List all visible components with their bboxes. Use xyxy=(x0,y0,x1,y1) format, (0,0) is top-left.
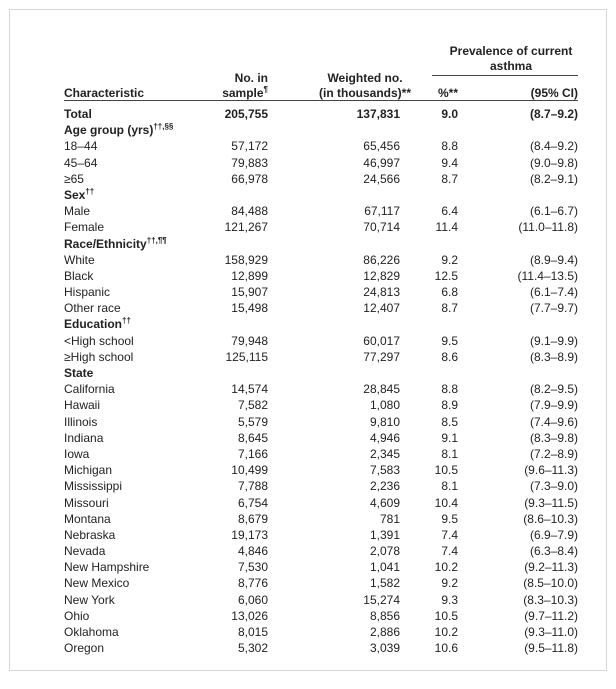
row-percent: 9.4 xyxy=(441,155,458,170)
table-row xyxy=(54,608,588,624)
row-sample: 15,498 xyxy=(231,301,268,316)
row-weighted: 67,117 xyxy=(364,204,400,219)
row-ci: (9.5–11.8) xyxy=(524,641,578,656)
row-percent: 8.6 xyxy=(441,349,458,364)
table-row xyxy=(54,397,588,413)
row-ci: (6.1–7.4) xyxy=(529,285,578,300)
row-sample: 12,899 xyxy=(231,268,268,283)
row-sample: 205,755 xyxy=(224,107,268,121)
row-weighted: 28,845 xyxy=(363,382,400,397)
row-sample: 79,948 xyxy=(231,333,268,348)
section-heading-sex xyxy=(54,187,588,203)
row-label: ≥65 xyxy=(64,171,84,186)
row-label: Nevada xyxy=(64,544,106,559)
section-footnote-mark: †† xyxy=(85,186,95,196)
row-weighted: 9,810 xyxy=(369,414,400,429)
header-weighted-line2: (in thousands)** xyxy=(319,86,411,100)
row-percent: 9.5 xyxy=(441,333,458,348)
row-weighted: 1,041 xyxy=(369,560,400,575)
section-title-text: Age group (yrs) xyxy=(64,123,154,138)
row-ci: (8.3–9.8) xyxy=(529,430,578,445)
row-percent: 9.0 xyxy=(441,107,458,121)
row-ci: (9.7–11.2) xyxy=(524,608,578,623)
header-sample-line1: No. in xyxy=(234,71,268,85)
row-percent: 9.5 xyxy=(441,511,458,526)
row-sample: 10,499 xyxy=(231,463,268,478)
row-ci: (8.5–10.0) xyxy=(523,576,578,591)
table-header xyxy=(54,36,588,100)
row-sample: 125,115 xyxy=(225,349,268,364)
section-title-text: State xyxy=(64,366,94,380)
row-ci: (11.4–13.5) xyxy=(517,268,578,283)
row-label: Oklahoma xyxy=(64,625,119,639)
table-row xyxy=(54,478,588,494)
row-percent: 10.6 xyxy=(434,641,458,656)
header-characteristic: Characteristic xyxy=(64,86,145,100)
row-label: White xyxy=(64,252,95,267)
row-sample: 7,166 xyxy=(237,446,268,461)
row-sample: 15,907 xyxy=(231,285,268,300)
row-sample: 6,754 xyxy=(237,495,268,510)
row-weighted: 24,566 xyxy=(363,171,400,186)
row-weighted: 7,583 xyxy=(369,463,400,478)
row-weighted: 137,831 xyxy=(356,107,400,121)
header-weighted xyxy=(316,71,414,101)
row-label: Hawaii xyxy=(64,398,101,413)
table-row xyxy=(54,575,588,591)
section-title-text: Sex xyxy=(64,187,86,202)
row-percent: 8.7 xyxy=(441,301,458,316)
row-percent: 8.9 xyxy=(441,398,458,413)
row-percent: 10.2 xyxy=(434,560,458,575)
table-row xyxy=(54,495,588,511)
row-weighted: 46,997 xyxy=(363,155,400,170)
row-weighted: 3,039 xyxy=(369,641,400,656)
row-weighted: 8,856 xyxy=(369,608,400,623)
row-sample: 121,267 xyxy=(224,220,268,235)
section-heading-education xyxy=(54,316,588,332)
row-percent: 10.4 xyxy=(434,495,458,510)
row-sample: 7,582 xyxy=(237,398,268,413)
row-ci: (9.3–11.5) xyxy=(524,495,578,510)
header-prevalence: Prevalence of current asthma xyxy=(449,44,573,73)
section-title-text: Race/Ethnicity xyxy=(64,236,147,251)
row-label: 18–44 xyxy=(64,139,98,154)
row-label: Male xyxy=(64,204,91,219)
row-weighted: 15,274 xyxy=(363,592,400,607)
section-title xyxy=(64,187,94,203)
header-sample-text: sample xyxy=(222,86,264,100)
row-percent: 7.4 xyxy=(441,527,458,542)
row-weighted: 65,456 xyxy=(363,139,400,154)
row-label: ≥High school xyxy=(64,349,134,364)
row-label: Nebraska xyxy=(64,527,116,542)
row-label: Michigan xyxy=(64,463,113,478)
row-sample: 13,026 xyxy=(231,608,268,623)
section-title-text: Education xyxy=(64,317,123,332)
row-label: New Hampshire xyxy=(64,560,150,575)
row-ci: (11.0–11.8) xyxy=(518,220,578,235)
table-row xyxy=(54,252,588,268)
row-percent: 8.8 xyxy=(441,382,458,397)
table-row xyxy=(54,592,588,608)
row-ci: (8.9–9.4) xyxy=(529,252,578,267)
section-heading-race xyxy=(54,236,588,252)
table-row xyxy=(54,381,588,397)
row-weighted: 70,714 xyxy=(363,220,400,235)
row-percent: 10.5 xyxy=(434,608,458,623)
row-percent: 8.1 xyxy=(441,479,458,494)
row-sample: 5,302 xyxy=(237,641,268,656)
row-label: Female xyxy=(64,220,105,235)
row-weighted: 4,946 xyxy=(369,430,400,445)
row-ci: (7.9–9.9) xyxy=(529,398,578,413)
row-label: Illinois xyxy=(64,414,98,429)
table-row xyxy=(54,414,588,430)
row-sample: 84,488 xyxy=(231,204,268,219)
row-weighted: 60,017 xyxy=(363,333,400,348)
section-footnote-mark: †† xyxy=(122,316,131,326)
document-page xyxy=(9,9,607,671)
row-ci: (9.3–11.0) xyxy=(524,625,578,639)
row-percent: 8.1 xyxy=(441,446,458,461)
header-ci: (95% CI) xyxy=(530,86,578,100)
table-row xyxy=(54,640,588,656)
row-ci: (9.2–11.3) xyxy=(524,560,578,575)
row-ci: (7.7–9.7) xyxy=(529,301,578,316)
table-row xyxy=(54,171,588,187)
section-title xyxy=(64,365,93,381)
row-ci: (9.6–11.3) xyxy=(524,463,578,478)
row-ci: (9.1–9.9) xyxy=(529,333,578,348)
row-label: Black xyxy=(64,268,94,283)
row-label: New Mexico xyxy=(64,576,130,591)
row-label: Mississippi xyxy=(64,479,123,494)
row-sample: 7,788 xyxy=(237,479,268,494)
table-row xyxy=(54,349,588,365)
row-percent: 7.4 xyxy=(441,544,458,559)
table-row xyxy=(54,543,588,559)
row-weighted: 1,391 xyxy=(369,527,400,542)
row-weighted: 77,297 xyxy=(363,349,400,364)
row-percent: 6.8 xyxy=(441,285,458,300)
row-label: Total xyxy=(64,107,92,121)
table-row xyxy=(54,559,588,575)
row-weighted: 24,813 xyxy=(363,285,400,300)
row-sample: 79,883 xyxy=(231,155,268,170)
row-sample: 19,173 xyxy=(231,527,268,542)
row-weighted: 2,236 xyxy=(369,479,400,494)
row-weighted: 12,407 xyxy=(363,301,400,316)
row-weighted: 4,609 xyxy=(369,495,400,510)
row-ci: (9.0–9.8) xyxy=(529,155,578,170)
row-percent: 9.1 xyxy=(441,430,458,445)
row-ci: (8.6–10.3) xyxy=(523,511,578,526)
row-weighted: 2,078 xyxy=(369,544,400,559)
table-row xyxy=(54,219,588,235)
row-label: Hispanic xyxy=(64,285,111,300)
row-weighted: 1,080 xyxy=(369,398,400,413)
row-label: Oregon xyxy=(64,641,105,656)
table-row xyxy=(54,430,588,446)
row-percent: 9.2 xyxy=(441,252,458,267)
row-sample: 6,060 xyxy=(237,592,268,607)
row-label: 45–64 xyxy=(64,155,98,170)
row-sample: 4,846 xyxy=(237,544,268,559)
table-row xyxy=(54,284,588,300)
section-title xyxy=(64,316,131,332)
row-percent: 10.5 xyxy=(434,463,458,478)
row-weighted: 1,582 xyxy=(369,576,400,591)
row-sample: 8,679 xyxy=(237,511,268,526)
header-sample-mark: ¶ xyxy=(263,85,268,94)
table-row xyxy=(54,155,588,171)
table-row xyxy=(54,333,588,349)
row-label: Ohio xyxy=(64,608,90,623)
row-weighted: 86,226 xyxy=(363,252,400,267)
section-title xyxy=(64,236,167,252)
section-title xyxy=(64,122,173,138)
row-label: Iowa xyxy=(64,446,90,461)
table-row xyxy=(54,462,588,478)
header-prevalence-rule xyxy=(432,75,578,76)
section-footnote-mark: ††,¶¶ xyxy=(146,235,167,245)
row-percent: 6.4 xyxy=(441,204,458,219)
row-percent: 11.4 xyxy=(435,220,458,235)
section-heading-state xyxy=(54,365,588,381)
row-ci: (6.1–6.7) xyxy=(529,204,578,219)
row-percent: 9.3 xyxy=(441,592,458,607)
row-ci: (7.2–8.9) xyxy=(529,446,578,461)
table-row xyxy=(54,268,588,284)
row-weighted: 781 xyxy=(379,511,400,526)
row-sample: 66,978 xyxy=(231,171,268,186)
asthma-prevalence-table xyxy=(54,36,588,656)
row-ci: (8.2–9.1) xyxy=(529,171,578,186)
row-weighted: 2,345 xyxy=(369,446,400,461)
row-sample: 5,579 xyxy=(237,414,268,429)
row-percent: 12.5 xyxy=(434,268,458,283)
row-sample: 14,574 xyxy=(231,382,268,397)
row-sample: 8,645 xyxy=(237,430,268,445)
row-label: Other race xyxy=(64,301,121,316)
table-row-total xyxy=(54,106,588,122)
row-percent: 10.2 xyxy=(434,625,458,639)
header-sample-line2 xyxy=(204,86,268,101)
section-heading-age xyxy=(54,122,588,138)
header-weighted-line1: Weighted no. xyxy=(327,71,403,85)
row-label: California xyxy=(64,382,115,397)
row-ci: (8.2–9.5) xyxy=(529,382,578,397)
table-row xyxy=(54,624,588,640)
table-row xyxy=(54,446,588,462)
row-label: Montana xyxy=(64,511,111,526)
row-label: Missouri xyxy=(64,495,109,510)
row-label: Indiana xyxy=(64,430,104,445)
row-weighted: 2,886 xyxy=(369,625,400,639)
row-ci: (6.3–8.4) xyxy=(529,544,578,559)
row-ci: (7.4–9.6) xyxy=(529,414,578,429)
row-ci: (8.3–10.3) xyxy=(523,592,578,607)
row-percent: 9.2 xyxy=(441,576,458,591)
header-percent: %** xyxy=(437,86,458,100)
row-label: New York xyxy=(64,592,115,607)
row-ci: (8.7–9.2) xyxy=(529,107,578,121)
table-row xyxy=(54,511,588,527)
table-row xyxy=(54,300,588,316)
table-row xyxy=(54,527,588,543)
header-sample xyxy=(204,71,268,101)
section-footnote-mark: ††,§§ xyxy=(153,122,174,132)
row-sample: 57,172 xyxy=(231,139,268,154)
row-label: <High school xyxy=(64,333,134,348)
row-percent: 8.8 xyxy=(441,139,458,154)
row-sample: 158,929 xyxy=(224,252,268,267)
row-sample: 7,530 xyxy=(237,560,268,575)
row-sample: 8,776 xyxy=(237,576,268,591)
row-ci: (7.3–9.0) xyxy=(529,479,578,494)
row-percent: 8.5 xyxy=(441,414,458,429)
row-ci: (8.4–9.2) xyxy=(529,139,578,154)
row-ci: (8.3–8.9) xyxy=(529,349,578,364)
table-row xyxy=(54,138,588,154)
table-row xyxy=(54,203,588,219)
row-ci: (6.9–7.9) xyxy=(529,527,578,542)
table-body xyxy=(54,101,588,656)
row-percent: 8.7 xyxy=(441,171,458,186)
row-weighted: 12,829 xyxy=(363,268,400,283)
row-sample: 8,015 xyxy=(237,625,268,639)
